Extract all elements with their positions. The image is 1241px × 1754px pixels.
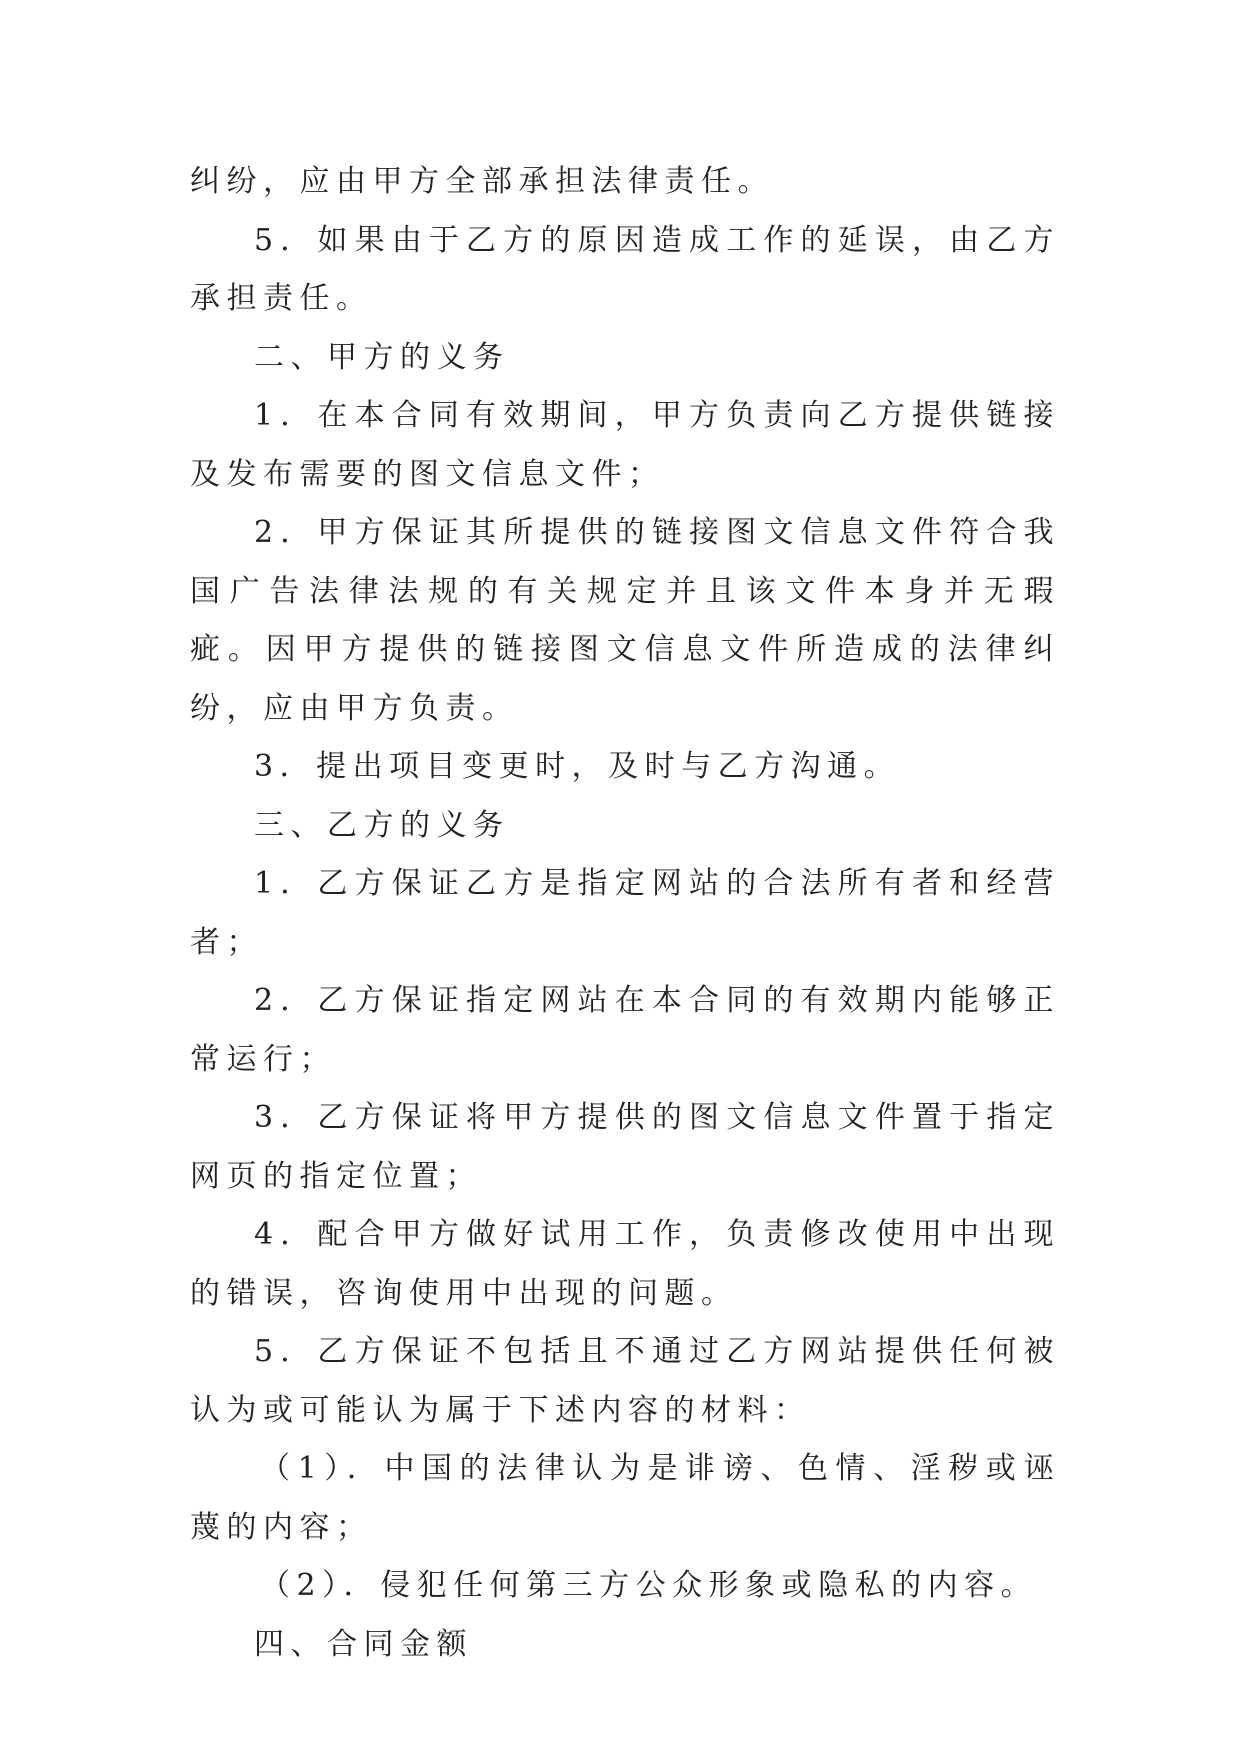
paragraph-party-b-item-5: 5．乙方保证不包括且不通过乙方网站提供任何被认为或可能认为属于下述内容的材料：: [190, 1334, 1060, 1428]
heading-party-a-obligations: 二、甲方的义务: [254, 339, 510, 375]
paragraph-party-b-item-1: 1．乙方保证乙方是指定网站的合法所有者和经营者；: [190, 866, 1060, 960]
heading-contract-amount: 四、合同金额: [254, 1626, 473, 1662]
heading-party-b-obligations: 三、乙方的义务: [254, 807, 510, 843]
document-body: [190, 153, 1060, 1674]
paragraph-party-b-item-3: 3．乙方保证将甲方提供的图文信息文件置于指定网页的指定位置；: [190, 1100, 1060, 1194]
paragraph-party-b-item-2: 2．乙方保证指定网站在本合同的有效期内能够正常运行；: [190, 983, 1060, 1077]
paragraph-subitem-2: （2）．侵犯任何第三方公众形象或隐私的内容。: [260, 1568, 1038, 1603]
paragraph-party-a-item-1: 1．在本合同有效期间，甲方负责向乙方提供链接及发布需要的图文信息文件；: [190, 398, 1060, 492]
paragraph-subitem-1: （1）．中国的法律认为是诽谤、色情、淫秽或诬蔑的内容；: [190, 1451, 1060, 1545]
paragraph-party-b-delay: 5．如果由于乙方的原因造成工作的延误，由乙方承担责任。: [190, 222, 1060, 316]
paragraph-party-b-item-4: 4．配合甲方做好试用工作，负责修改使用中出现的错误，咨询使用中出现的问题。: [190, 1217, 1060, 1311]
paragraph-dispute-liability: 纠纷，应由甲方全部承担法律责任。: [190, 164, 774, 199]
paragraph-party-a-item-3: 3．提出项目变更时，及时与乙方沟通。: [254, 749, 901, 784]
paragraph-party-a-item-2: 2．甲方保证其所提供的链接图文信息文件符合我国广告法律法规的有关规定并且该文件本身并无瑕疵。因甲方提供的链接图文信息文件所造成的法律纠纷，应由甲方负责。: [190, 515, 1060, 726]
